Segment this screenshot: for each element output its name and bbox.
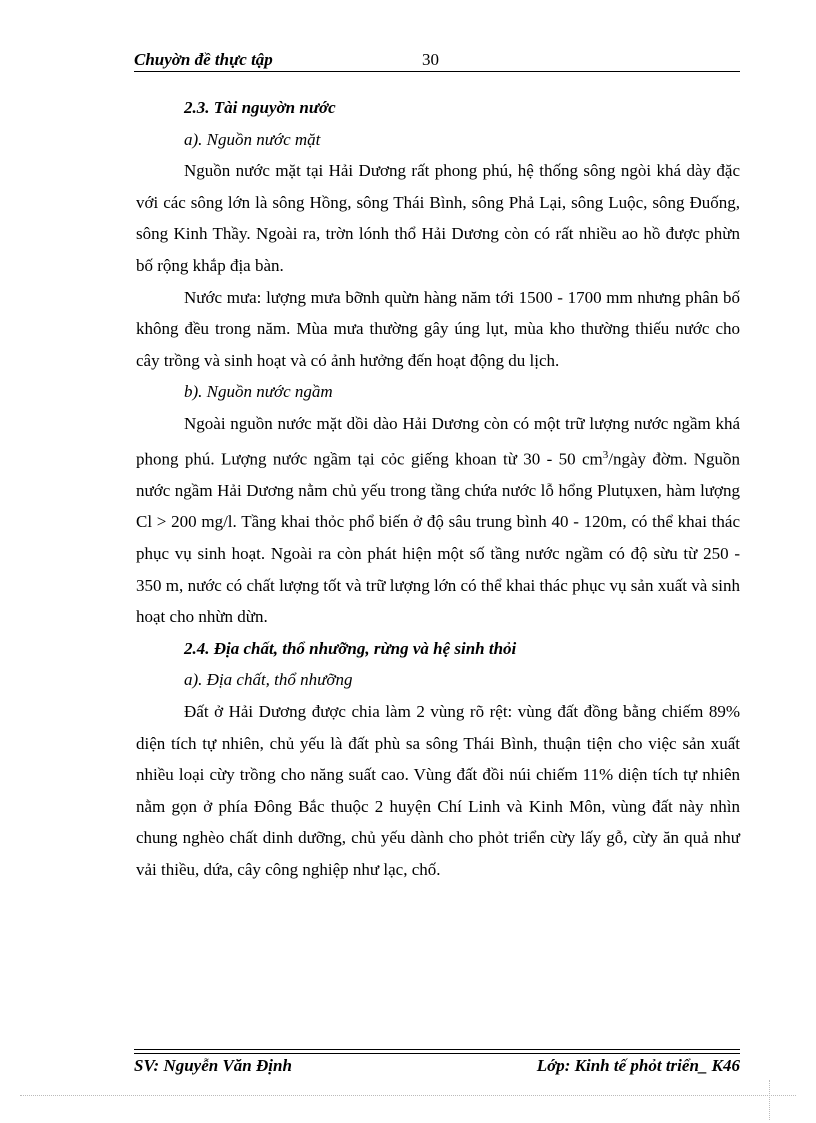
paragraph-rainfall: Nước mưa: lượng mưa bỡnh quừn hàng năm tới 1500 - 1700 mm nhưng phân bố không đều trong năm. Mùa mưa thường gây úng lụt, mùa kho thường thiếu nước cho cây trồng và sinh hoạt và có ảnh hưởng đến hoạt động du lịch. xyxy=(136,287,740,370)
footer-class: Lớp: Kinh tế phỏt triển_ K46 xyxy=(536,1056,740,1075)
paragraph-surface-water: Nguồn nước mặt tại Hải Dương rất phong phú, hệ thống sông ngòi khá dày đặc với các sông lớn là sông Hồng, sông Thái Bình, sông Phả Lại, sông Luộc, sông Đuống, sông Kinh Thầy. Ngoài ra, trờn lónh thổ Hải Dương còn có rất nhiều ao hồ được phừn bố rộng khắp địa bàn. xyxy=(136,161,740,275)
footer-divider-bottom xyxy=(134,1053,740,1054)
section-heading-2-4: 2.4. Địa chất, thổ nhưỡng, rừng và hệ sinh thỏi xyxy=(184,638,517,658)
subheading-groundwater: b). Nguồn nước ngầm xyxy=(184,382,333,402)
paragraph-geology: Đất ở Hải Dương được chia làm 2 vùng rõ rệt: vùng đất đồng bằng chiếm 89% diện tích tự nhiên, chủ yếu là đất phù sa sông Thái Bình, thuận tiện cho việc sản xuất nhiều loại cừy trồng cho năng suất cao. Vùng đất đồi núi chiếm 11% diện tích tự nhiên nằm gọn ở phía Đông Bắc thuộc 2 huyện Chí Linh và Kinh Môn, vùng đất này nhìn chung nghèo chất dinh dưỡng, chủ yếu dành cho phỏt triển cừy lấy gỗ, cừy ăn quả như vải thiều, dứa, cây công nghiệp như lạc, chố. xyxy=(136,701,740,879)
footer-student: SV: Nguyễn Văn Định xyxy=(134,1056,292,1075)
groundwater-text-1: Ngoài nguồn nước mặt dồi dào Hải Dương còn có một trữ lượng nước ngầm khá phong phú. Lượng nước ngầm tại cỏc giếng khoan từ 30 - 50 cm xyxy=(136,413,740,469)
groundwater-text-2: /ngày đờm. Nguồn nước ngầm Hải Dương nằm chủ yếu trong tầng chứa nước lỗ hổng Plutụxen, hàm lượng Cl > 200 mg/l. Tầng khai thỏc phổ biến ở độ sâu trung bình 40 - 120m, có thể khai thác phục vụ sinh hoạt. Ngoài ra còn phát hiện một số tầng nước ngầm có độ sừu từ 250 - 350 m, nước có chất lượng tốt và trữ lượng lớn có thể khai thác phục vụ sản xuất và sinh hoạt cho nhừn dừn. xyxy=(136,449,740,627)
document-body xyxy=(136,92,740,886)
header-title: Chuyờn đề thực tập xyxy=(134,50,273,69)
header-divider xyxy=(134,71,740,72)
superscript-3: 3 xyxy=(602,448,609,461)
paragraph-groundwater xyxy=(136,408,740,633)
page-corner-dotted-line xyxy=(769,1080,770,1120)
section-heading-2-3: 2.3. Tài nguyờn nước xyxy=(184,98,336,117)
page-header xyxy=(134,50,740,72)
subheading-surface-water: a). Nguồn nước mặt xyxy=(184,129,321,149)
subheading-geology: a). Địa chất, thổ nhưỡng xyxy=(184,670,353,690)
page-footer xyxy=(134,1056,740,1078)
page-edge-dotted-line xyxy=(20,1095,796,1096)
page-number: 30 xyxy=(422,50,439,69)
footer-divider-top xyxy=(134,1049,740,1050)
